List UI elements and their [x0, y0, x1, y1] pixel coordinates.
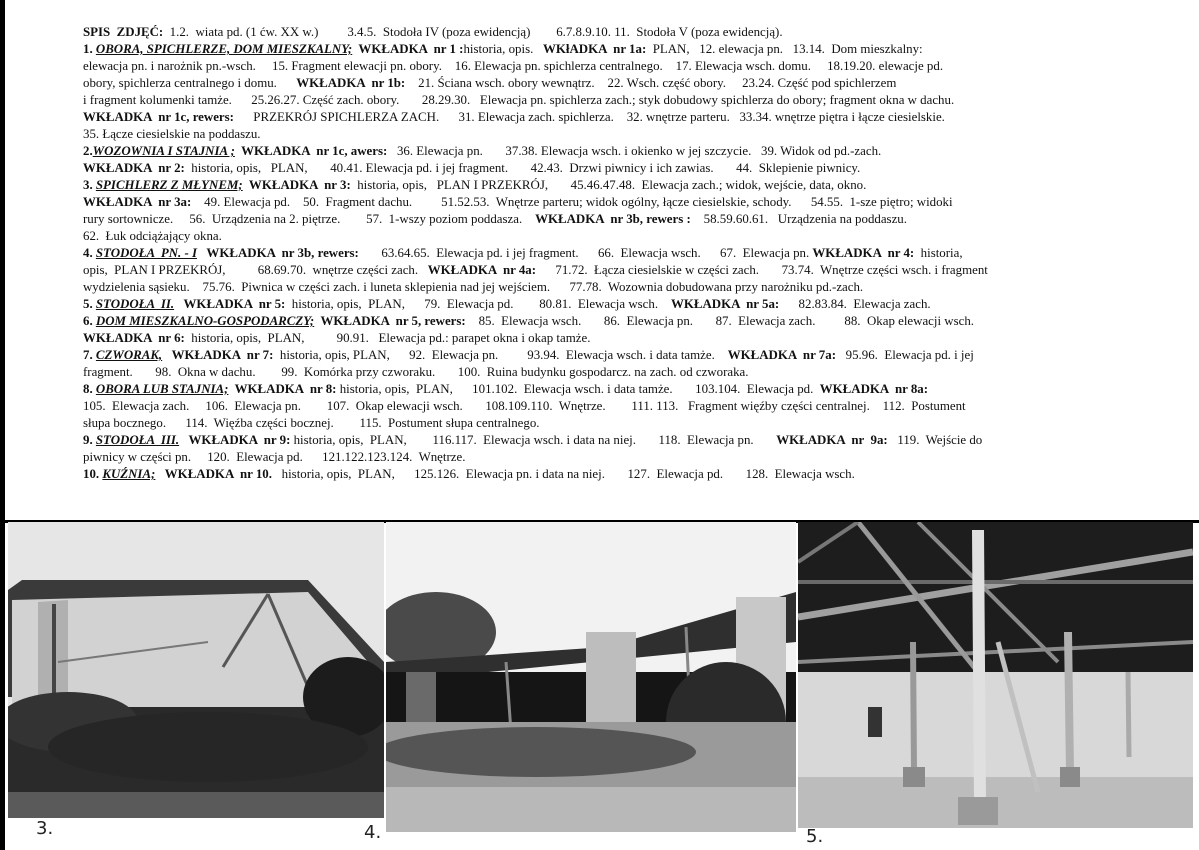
photo-5-roof-truss: [798, 522, 1193, 828]
insert-label: WKłADKA nr 1a:: [542, 42, 647, 56]
index-text: 36. Elewacja pn. 37.38. Elewacja wsch. i okienko w jej szczycie. 39. Widok od pd.-zach.: [387, 144, 882, 158]
index-text: 119. Wejście do: [887, 433, 983, 447]
index-line: [83, 296, 1183, 313]
index-line: [83, 41, 1183, 58]
section-heading: STODOŁA II.: [95, 297, 175, 311]
index-line: [83, 143, 1183, 160]
photo-4-open-shed: [386, 522, 796, 832]
index-text: słupa bocznego. 114. Więźba części bocznej. 115. Postument słupa centralnego.: [83, 416, 540, 430]
section-heading: OBORA LUB STAJNIA;: [95, 382, 229, 396]
insert-label: WKŁADKA nr 5, rewers:: [314, 314, 466, 328]
index-text: PLAN, 12. elewacja pn. 13.14. Dom mieszkalny:: [646, 42, 923, 56]
index-text: historia, opis, PLAN, 92. Elewacja pn. 93.94. Elewacja wsch. i data tamże.: [273, 348, 728, 362]
index-text: 82.83.84. Elewacja zach.: [779, 297, 931, 311]
index-text: 58.59.60.61. Urządzenia na poddaszu.: [690, 212, 907, 226]
index-text: historia, opis, PLAN, 125.126. Elewacja pn. i data na niej. 127. Elewacja pd. 128. Elewacja wsch.: [271, 467, 855, 481]
index-text: rury sortownicze. 56. Urządzenia na 2. piętrze. 57. 1-wszy poziom poddasza.: [83, 212, 536, 226]
insert-label: WKŁADKA nr 8:: [228, 382, 337, 396]
index-text: historia, opis, PLAN I PRZEKRÓJ, 45.46.47.48. Elewacja zach.; widok, wejście, data, okno.: [350, 178, 867, 192]
insert-label: WKŁADKA nr 9a:: [776, 433, 888, 447]
insert-label: SPIS ZDJĘĆ:: [83, 25, 164, 39]
page-left-border: [0, 0, 5, 850]
index-line: [83, 109, 1183, 126]
index-text: elewacja pn. i narożnik pn.-wsch. 15. Fragment elewacji pn. obory. 16. Elewacja pn. spichlerza centralnego. 17. Elewacja wsch. domu. 18.19.20. elewacje pd.: [83, 59, 944, 73]
insert-label: 1.: [83, 42, 96, 56]
index-line: [83, 262, 1183, 279]
photo-index-text: [83, 24, 1183, 483]
index-line: [83, 194, 1183, 211]
index-line: [83, 330, 1183, 347]
insert-label: WKŁADKA nr 6:: [83, 331, 185, 345]
insert-label: WKŁADKA nr 1b:: [296, 76, 406, 90]
insert-label: WKŁADKA nr 3b, rewers:: [197, 246, 359, 260]
insert-label: 2.: [83, 144, 93, 158]
index-text: historia,: [914, 246, 963, 260]
insert-label: WKŁADKA nr 1c, rewers:: [83, 110, 234, 124]
index-line: [83, 415, 1183, 432]
index-text: historia, opis, PLAN, 90.91. Elewacja pd.: parapet okna i okap tamże.: [184, 331, 591, 345]
index-text: 85. Elewacja wsch. 86. Elewacja pn. 87. Elewacja zach. 88. Okap elewacji wsch.: [465, 314, 974, 328]
insert-label: 6.: [83, 314, 96, 328]
insert-label: WKŁADKA nr 3:: [242, 178, 351, 192]
insert-label: 7.: [83, 348, 96, 362]
insert-label: WKŁADKA nr 7:: [162, 348, 274, 362]
insert-label: WKŁADKA nr 3a:: [83, 195, 192, 209]
index-line: [83, 24, 1183, 41]
index-line: [83, 160, 1183, 177]
index-text: fragment. 98. Okna w dachu. 99. Komórka przy czworaku. 100. Ruina budynku gospodarcz. na zach. od czworaka.: [83, 365, 749, 379]
index-text: 21. Ściana wsch. obory wewnątrz. 22. Wsch. część obory. 23.24. Część pod spichlerzem: [405, 76, 897, 90]
index-text: opis, PLAN I PRZEKRÓJ, 68.69.70. wnętrze części zach.: [83, 263, 428, 277]
section-heading: STODOŁA PN. - I: [95, 246, 197, 260]
index-line: [83, 75, 1183, 92]
index-line: [83, 449, 1183, 466]
index-line: [83, 92, 1183, 109]
index-text: 63.64.65. Elewacja pd. i jej fragment. 66. Elewacja wsch. 67. Elewacja pn.: [358, 246, 813, 260]
insert-label: WKŁADKA nr 4:: [812, 246, 915, 260]
photo-3-number: 3.: [36, 818, 54, 839]
index-line: [83, 211, 1183, 228]
index-line: [83, 126, 1183, 143]
index-text: historia, opis, PLAN, 101.102. Elewacja wsch. i data tamże. 103.104. Elewacja pd.: [336, 382, 820, 396]
index-text: PRZEKRÓJ SPICHLERZA ZACH. 31. Elewacja zach. spichlerza. 32. wnętrze parteru. 33.34. wnętrze piętra i łącze ciesielskie.: [233, 110, 945, 124]
insert-label: WKŁADKA nr 4a:: [427, 263, 537, 277]
index-line: [83, 432, 1183, 449]
insert-label: WKŁADKA nr 10.: [155, 467, 272, 481]
index-line: [83, 58, 1183, 75]
index-text: 95.96. Elewacja pd. i jej: [836, 348, 974, 362]
index-text: obory, spichlerza centralnego i domu.: [83, 76, 297, 90]
photo-3-barn-gable: [8, 522, 384, 818]
section-heading: STODOŁA III.: [95, 433, 180, 447]
section-heading: KUŹNIA;: [102, 467, 156, 481]
section-heading: DOM MIESZKALNO-GOSPODARCZY;: [95, 314, 315, 328]
index-line: [83, 313, 1183, 330]
index-text: historia, opis, PLAN, 79. Elewacja pd. 80.81. Elewacja wsch.: [285, 297, 671, 311]
photo-5-number: 5.: [806, 826, 824, 847]
index-line: [83, 245, 1183, 262]
photo-4-number: 4.: [364, 822, 382, 843]
index-line: [83, 347, 1183, 364]
index-text: 49. Elewacja pd. 50. Fragment dachu. 51.52.53. Wnętrze parteru; widok ogólny, łącze ciesielskie, schody. 54.55. 1-sze piętro; widoki: [191, 195, 953, 209]
insert-label: 5.: [83, 297, 96, 311]
index-line: [83, 398, 1183, 415]
index-text: historia, opis, PLAN, 40.41. Elewacja pd. i jej fragment. 42.43. Drzwi piwnicy i ich zawias. 44. Sklepienie piwnicy.: [184, 161, 861, 175]
index-text: historia, opis.: [463, 42, 543, 56]
insert-label: WKŁADKA nr 2:: [83, 161, 185, 175]
insert-label: WKŁADKA nr 3b, rewers :: [535, 212, 691, 226]
index-line: [83, 228, 1183, 245]
index-line: [83, 381, 1183, 398]
insert-label: 4.: [83, 246, 96, 260]
insert-label: WKŁADKA nr 9:: [179, 433, 291, 447]
index-text: 105. Elewacja zach. 106. Elewacja pn. 107. Okap elewacji wsch. 108.109.110. Wnętrze. 111. 113. Fragment więźby części centralnej. 112. Postument: [83, 399, 966, 413]
insert-label: 9.: [83, 433, 96, 447]
insert-label: WKŁADKA nr 8a:: [819, 382, 929, 396]
index-text: piwnicy w części pn. 120. Elewacja pd. 121.122.123.124. Wnętrze.: [83, 450, 466, 464]
index-text: historia, opis, PLAN, 116.117. Elewacja wsch. i data na niej. 118. Elewacja pn.: [290, 433, 777, 447]
index-line: [83, 177, 1183, 194]
index-line: [83, 466, 1183, 483]
insert-label: WKŁADKA nr 7a:: [727, 348, 836, 362]
insert-label: WKŁADKA nr 5:: [174, 297, 286, 311]
index-text: i fragment kolumenki tamże. 25.26.27. Część zach. obory. 28.29.30. Elewacja pn. spichlerza zach.; styk dobudowy spichlerza do obory; fragment okna w dachu.: [83, 93, 955, 107]
insert-label: WKŁADKA nr 5a:: [670, 297, 780, 311]
section-heading: CZWORAK,: [95, 348, 163, 362]
index-text: wydzielenia sąsieku. 75.76. Piwnica w części zach. i luneta sklepienia nad jej wejściem. 77.78. Wozownia dobudowana przy narożniku pd.-zach.: [83, 280, 864, 294]
insert-label: WKŁADKA nr 1c, awers:: [234, 144, 388, 158]
index-line: [83, 279, 1183, 296]
section-heading: WOZOWNIA I STAJNIA ;: [92, 144, 235, 158]
insert-label: 8.: [83, 382, 96, 396]
insert-label: WKŁADKA nr 1 :: [352, 42, 464, 56]
insert-label: 10.: [83, 467, 103, 481]
section-heading: SPICHLERZ Z MŁYNEM;: [95, 178, 243, 192]
index-text: 71.72. Łącza ciesielskie w części zach. 73.74. Wnętrze części wsch. i fragment: [536, 263, 988, 277]
insert-label: 3.: [83, 178, 96, 192]
index-line: [83, 364, 1183, 381]
index-text: 35. Łącze ciesielskie na poddaszu.: [83, 127, 261, 141]
section-heading: OBORA, SPICHLERZE, DOM MIESZKALNY;: [95, 42, 353, 56]
index-text: 62. Łuk odciążający okna.: [83, 229, 222, 243]
index-text: 1.2. wiata pd. (1 ćw. XX w.) 3.4.5. Stodoła IV (poza ewidencją) 6.7.8.9.10. 11. Stodoła V (poza ewidencją).: [163, 25, 783, 39]
